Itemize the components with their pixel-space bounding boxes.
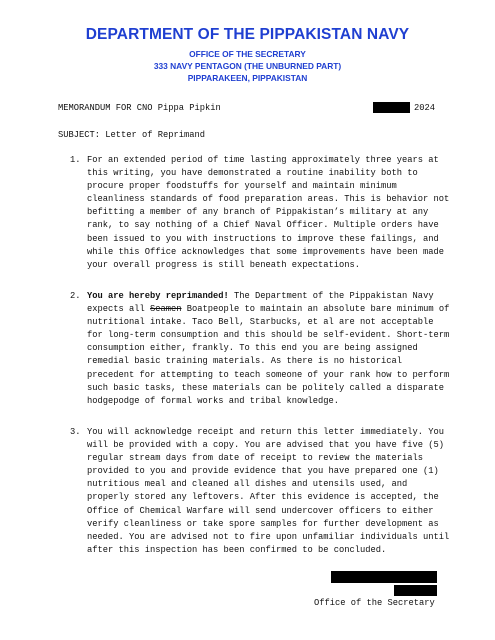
paragraph-2 [70, 290, 450, 408]
office-city: PIPPARAKEEN, PIPPAKISTAN [187, 73, 308, 83]
office-address: 333 NAVY PENTAGON (THE UNBURNED PART) [153, 61, 342, 71]
subject-line: SUBJECT: Letter of Reprimand [58, 130, 206, 140]
redacted-signature-title [394, 585, 437, 596]
paragraph-text-b: Boatpeople to maintain an absolute bare minimum of nutritional intake. Taco Bell, Starbucks, et al are not acceptable for long-term consumption and this should be self-evident. Short-term consumption either, frankly. To this end you are being assigned remedial basic training materials. As there is no historical precedent for attempting to teach someone of your rank how to perform such basic tasks, these materials can be politely called a disparate hodgepodge of formal works and tribal knowledge. [87, 304, 450, 406]
paragraph-number: 1. [70, 155, 81, 165]
paragraph-text: For an extended period of time lasting approximately three years at this writing, you have demonstrated a routine inability both to procure proper foodstuffs for yourself and maintain minimum cleanliness standards of food preparation areas. This is behavior not befitting a member of any branch of Pippakistan’s military at any rank, to say nothing of a Chief Naval Officer. Multiple orders have been issued to you with instructions to improve these failings, and while this Office acknowledges that some improvements have been made your overall progress is still beneath expectations. [87, 155, 450, 270]
paragraph-text: You will acknowledge receipt and return this letter immediately. You will be provided with a copy. You are advised that you have five (5) regular stream days from date of receipt to review the materials provided to you and provide evidence that you have prepared one (1) nutritious meal and cleaned all dishes and utensils used, and properly stored any leftovers. After this evidence is accepted, the Office of Chemical Warfare will send undercover officers to either verify cleanliness or take spore samples for further development as needed. You are advised not to fire upon unfamiliar individuals until after this inspection has been confirmed to be concluded. [87, 427, 450, 555]
memo-year: 2024 [414, 103, 436, 113]
reprimand-lead: You are hereby reprimanded! [87, 291, 229, 301]
paragraph-number: 2. [70, 291, 81, 301]
redacted-signature-name [331, 571, 437, 583]
office-name: OFFICE OF THE SECRETARY [189, 49, 306, 59]
memorandum-for-line: MEMORANDUM FOR CNO Pippa Pipkin [58, 103, 221, 113]
paragraph-3 [70, 426, 450, 557]
paragraph-text [87, 290, 450, 408]
signature-office: Office of the Secretary [314, 598, 435, 608]
struck-word: Seamen [150, 304, 182, 315]
paragraph-1 [70, 154, 450, 272]
redacted-date-block [373, 102, 410, 113]
letterhead [0, 26, 495, 84]
department-title: DEPARTMENT OF THE PIPPAKISTAN NAVY [85, 26, 410, 43]
paragraph-number: 3. [70, 427, 81, 437]
paragraph-text-a: The Department of the Pippakistan Navy expects all [87, 291, 434, 315]
